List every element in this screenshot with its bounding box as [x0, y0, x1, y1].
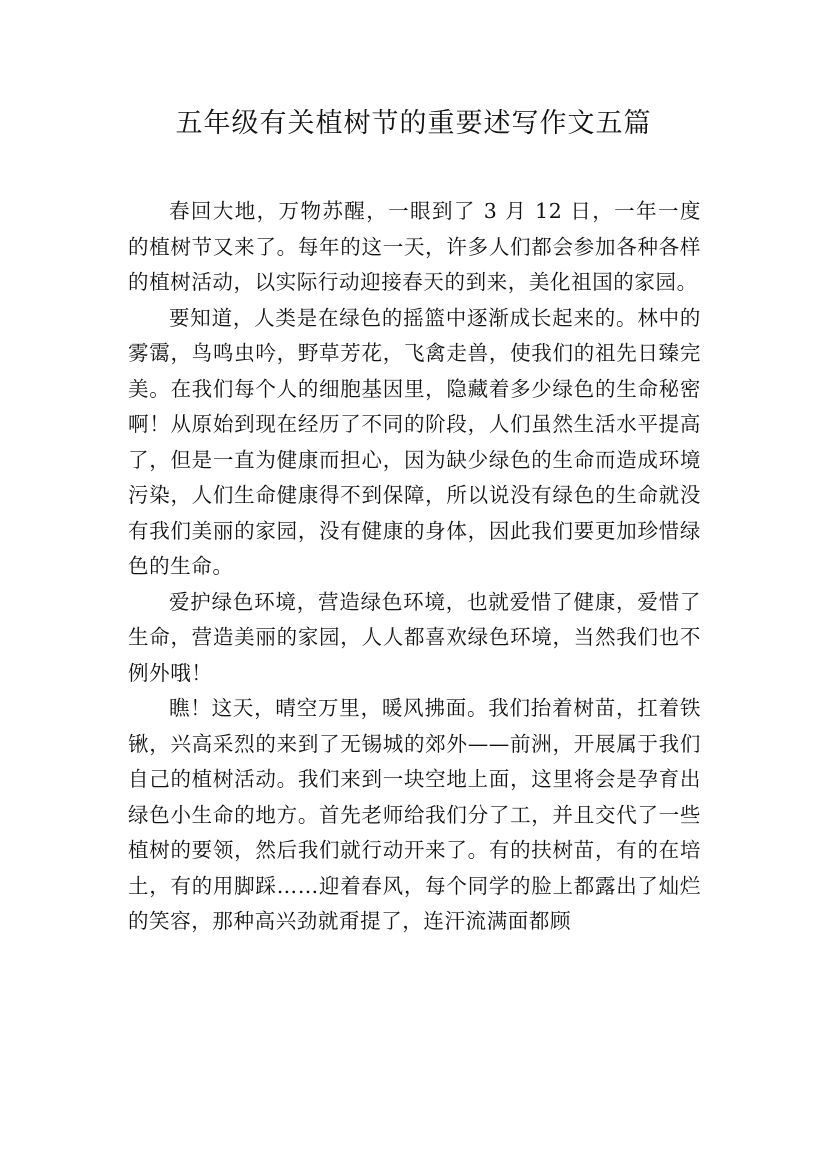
paragraph-1: 春回大地，万物苏醒，一眼到了 3 月 12 日，一年一度的植树节又来了。每年的这一天，许多人们都会参加各种各样的植树活动，以实际行动迎接春天的到来，美化祖国的家园。	[128, 199, 701, 294]
paragraph-2: 要知道，人类是在绿色的摇篮中逐渐成长起来的。林中的雾霭，鸟鸣虫吟，野草芳花，飞禽走兽，使我们的祖先日臻完美。在我们每个人的细胞基因里，隐藏着多少绿色的生命秘密啊！从原始到现在经历了不同的阶段，人们虽然生活水平提高了，但是一直为健康而担心，因为缺少绿色的生命而造成环境污染，人们生命健康得不到保障，所以说没有绿色的生命就没有我们美丽的家园，没有健康的身体，因此我们要更加珍惜绿色的生命。	[128, 305, 701, 578]
paragraph-3: 爱护绿色环境，营造绿色环境，也就爱惜了健康，爱惜了生命，营造美丽的家园，人人都喜欢绿色环境，当然我们也不例外哦！	[128, 589, 701, 685]
document-body	[128, 194, 701, 940]
paragraph-4: 瞧！这天，晴空万里，暖风拂面。我们抬着树苗，扛着铁锹，兴高采烈的来到了无锡城的郊外——前洲，开展属于我们自己的植树活动。我们来到一块空地上面，这里将会是孕育出绿色小生命的地方。首先老师给我们分了工，并且交代了一些植树的要领，然后我们就行动开来了。有的扶树苗，有的在培土，有的用脚踩……迎着春风，每个同学的脸上都露出了灿烂的笑容，那种高兴劲就甭提了，连汗流满面都顾	[128, 696, 701, 933]
document-title: 五年级有关植树节的重要述写作文五篇	[175, 108, 652, 139]
